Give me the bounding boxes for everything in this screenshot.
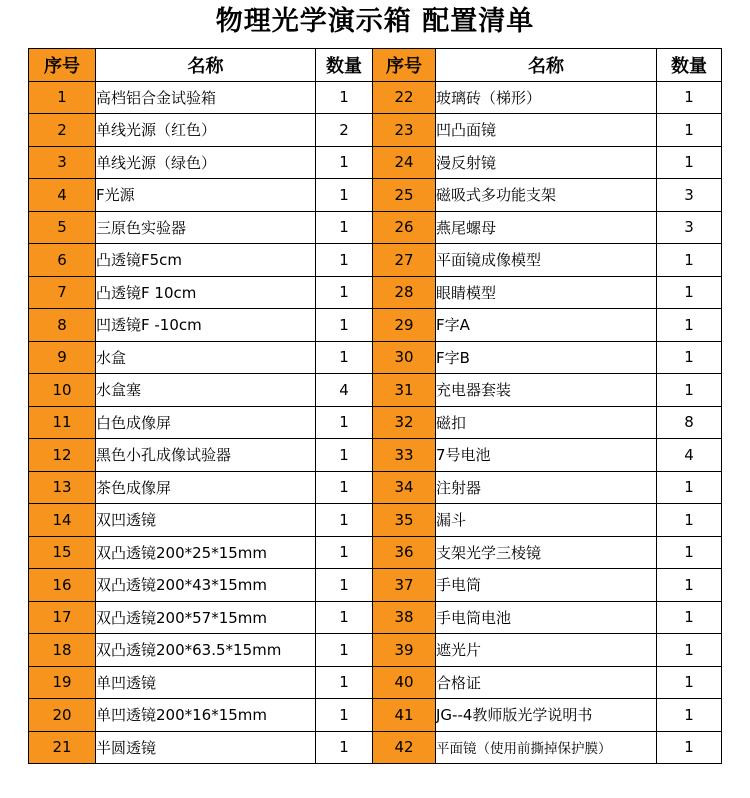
item-quantity: 1 — [316, 81, 373, 114]
item-number: 25 — [373, 179, 436, 212]
header-num-right: 序号 — [373, 49, 436, 82]
item-name: 双凹透镜 — [96, 504, 316, 537]
item-quantity: 4 — [657, 439, 722, 472]
item-number: 26 — [373, 211, 436, 244]
item-number: 42 — [373, 731, 436, 764]
item-number: 6 — [29, 244, 96, 277]
item-name: 单线光源（绿色） — [96, 146, 316, 179]
item-quantity: 1 — [657, 276, 722, 309]
item-quantity: 1 — [316, 439, 373, 472]
item-number: 7 — [29, 276, 96, 309]
table-row — [29, 309, 722, 342]
item-number: 32 — [373, 406, 436, 439]
table-row — [29, 146, 722, 179]
item-quantity: 1 — [316, 146, 373, 179]
item-number: 5 — [29, 211, 96, 244]
item-number: 10 — [29, 374, 96, 407]
item-name: 眼睛模型 — [436, 276, 657, 309]
item-quantity: 1 — [316, 504, 373, 537]
item-number: 16 — [29, 569, 96, 602]
item-number: 23 — [373, 114, 436, 147]
item-quantity: 1 — [657, 504, 722, 537]
item-name: 双凸透镜200*25*15mm — [96, 536, 316, 569]
item-number: 11 — [29, 406, 96, 439]
item-number: 34 — [373, 471, 436, 504]
item-number: 3 — [29, 146, 96, 179]
item-quantity: 1 — [316, 699, 373, 732]
item-name: 三原色实验器 — [96, 211, 316, 244]
item-name: 手电筒 — [436, 569, 657, 602]
table-row — [29, 699, 722, 732]
item-quantity: 1 — [657, 81, 722, 114]
item-quantity: 3 — [657, 211, 722, 244]
item-name: 凸透镜F5cm — [96, 244, 316, 277]
item-name: 茶色成像屏 — [96, 471, 316, 504]
header-name-right: 名称 — [436, 49, 657, 82]
item-quantity: 1 — [316, 244, 373, 277]
item-number: 31 — [373, 374, 436, 407]
item-quantity: 1 — [316, 211, 373, 244]
item-number: 27 — [373, 244, 436, 277]
item-name: 半圆透镜 — [96, 731, 316, 764]
item-number: 24 — [373, 146, 436, 179]
header-qty-right: 数量 — [657, 49, 722, 82]
item-number: 19 — [29, 666, 96, 699]
item-quantity: 1 — [657, 666, 722, 699]
item-number: 20 — [29, 699, 96, 732]
table-row — [29, 471, 722, 504]
item-quantity: 1 — [316, 406, 373, 439]
item-number: 36 — [373, 536, 436, 569]
item-quantity: 1 — [316, 569, 373, 602]
item-name: 燕尾螺母 — [436, 211, 657, 244]
item-number: 33 — [373, 439, 436, 472]
item-name: 玻璃砖（梯形） — [436, 81, 657, 114]
table-row — [29, 374, 722, 407]
item-quantity: 3 — [657, 179, 722, 212]
item-name: 注射器 — [436, 471, 657, 504]
table-header-row — [29, 49, 722, 82]
table-row — [29, 341, 722, 374]
item-name: 黑色小孔成像试验器 — [96, 439, 316, 472]
item-name: F字A — [436, 309, 657, 342]
item-quantity: 1 — [316, 536, 373, 569]
item-number: 1 — [29, 81, 96, 114]
table-row — [29, 179, 722, 212]
item-quantity: 1 — [316, 309, 373, 342]
table-row — [29, 276, 722, 309]
item-number: 39 — [373, 634, 436, 667]
item-name: JG--4教师版光学说明书 — [436, 699, 657, 732]
table-row — [29, 601, 722, 634]
item-quantity: 1 — [316, 731, 373, 764]
item-name: 单凹透镜 — [96, 666, 316, 699]
item-quantity: 1 — [316, 471, 373, 504]
item-name: 白色成像屏 — [96, 406, 316, 439]
item-name: 漏斗 — [436, 504, 657, 537]
header-name-left: 名称 — [96, 49, 316, 82]
table-row — [29, 81, 722, 114]
item-name: 合格证 — [436, 666, 657, 699]
item-number: 21 — [29, 731, 96, 764]
header-num-left: 序号 — [29, 49, 96, 82]
item-number: 30 — [373, 341, 436, 374]
item-quantity: 1 — [316, 601, 373, 634]
table-row — [29, 406, 722, 439]
item-number: 15 — [29, 536, 96, 569]
item-number: 38 — [373, 601, 436, 634]
item-quantity: 1 — [316, 179, 373, 212]
item-quantity: 1 — [657, 309, 722, 342]
item-quantity: 1 — [657, 731, 722, 764]
item-name: 手电筒电池 — [436, 601, 657, 634]
item-quantity: 1 — [657, 601, 722, 634]
item-name: 双凸透镜200*43*15mm — [96, 569, 316, 602]
item-name: 凹凸面镜 — [436, 114, 657, 147]
page-title: 物理光学演示箱 配置清单 — [215, 6, 535, 37]
item-quantity: 1 — [657, 341, 722, 374]
item-number: 40 — [373, 666, 436, 699]
item-quantity: 1 — [657, 374, 722, 407]
header-qty-left: 数量 — [316, 49, 373, 82]
item-name: 磁吸式多功能支架 — [436, 179, 657, 212]
item-number: 2 — [29, 114, 96, 147]
item-number: 12 — [29, 439, 96, 472]
item-number: 4 — [29, 179, 96, 212]
item-number: 14 — [29, 504, 96, 537]
item-name: F光源 — [96, 179, 316, 212]
table-row — [29, 504, 722, 537]
table-row — [29, 439, 722, 472]
item-quantity: 1 — [657, 114, 722, 147]
item-quantity: 1 — [657, 146, 722, 179]
table-row — [29, 731, 722, 764]
item-name: 水盒 — [96, 341, 316, 374]
item-quantity: 4 — [316, 374, 373, 407]
item-name: 单凹透镜200*16*15mm — [96, 699, 316, 732]
item-quantity: 8 — [657, 406, 722, 439]
table-row — [29, 244, 722, 277]
item-name: 充电器套装 — [436, 374, 657, 407]
item-quantity: 1 — [657, 536, 722, 569]
item-number: 35 — [373, 504, 436, 537]
item-number: 18 — [29, 634, 96, 667]
item-name: 7号电池 — [436, 439, 657, 472]
item-name: 支架光学三棱镜 — [436, 536, 657, 569]
item-number: 28 — [373, 276, 436, 309]
item-name: 高档铝合金试验箱 — [96, 81, 316, 114]
item-name: 双凸透镜200*63.5*15mm — [96, 634, 316, 667]
item-name: 双凸透镜200*57*15mm — [96, 601, 316, 634]
configuration-table — [28, 48, 722, 764]
table-row — [29, 211, 722, 244]
item-quantity: 1 — [657, 244, 722, 277]
item-number: 8 — [29, 309, 96, 342]
item-quantity: 1 — [657, 471, 722, 504]
item-quantity: 1 — [316, 666, 373, 699]
item-quantity: 1 — [657, 634, 722, 667]
item-number: 9 — [29, 341, 96, 374]
item-quantity: 1 — [316, 276, 373, 309]
item-name: 凹透镜F -10cm — [96, 309, 316, 342]
item-number: 41 — [373, 699, 436, 732]
table-row — [29, 114, 722, 147]
table-row — [29, 634, 722, 667]
table-row — [29, 569, 722, 602]
item-quantity: 1 — [657, 699, 722, 732]
item-quantity: 1 — [316, 634, 373, 667]
item-number: 17 — [29, 601, 96, 634]
item-name: 平面镜（使用前撕掉保护膜） — [436, 731, 657, 764]
item-number: 29 — [373, 309, 436, 342]
item-name: 水盒塞 — [96, 374, 316, 407]
item-name: 凸透镜F 10cm — [96, 276, 316, 309]
item-quantity: 1 — [657, 569, 722, 602]
item-number: 37 — [373, 569, 436, 602]
item-name: 平面镜成像模型 — [436, 244, 657, 277]
item-name: 单线光源（红色） — [96, 114, 316, 147]
table-row — [29, 536, 722, 569]
item-name: 漫反射镜 — [436, 146, 657, 179]
item-quantity: 2 — [316, 114, 373, 147]
item-quantity: 1 — [316, 341, 373, 374]
item-number: 22 — [373, 81, 436, 114]
item-name: 遮光片 — [436, 634, 657, 667]
item-name: 磁扣 — [436, 406, 657, 439]
item-number: 13 — [29, 471, 96, 504]
item-name: F字B — [436, 341, 657, 374]
table-row — [29, 666, 722, 699]
